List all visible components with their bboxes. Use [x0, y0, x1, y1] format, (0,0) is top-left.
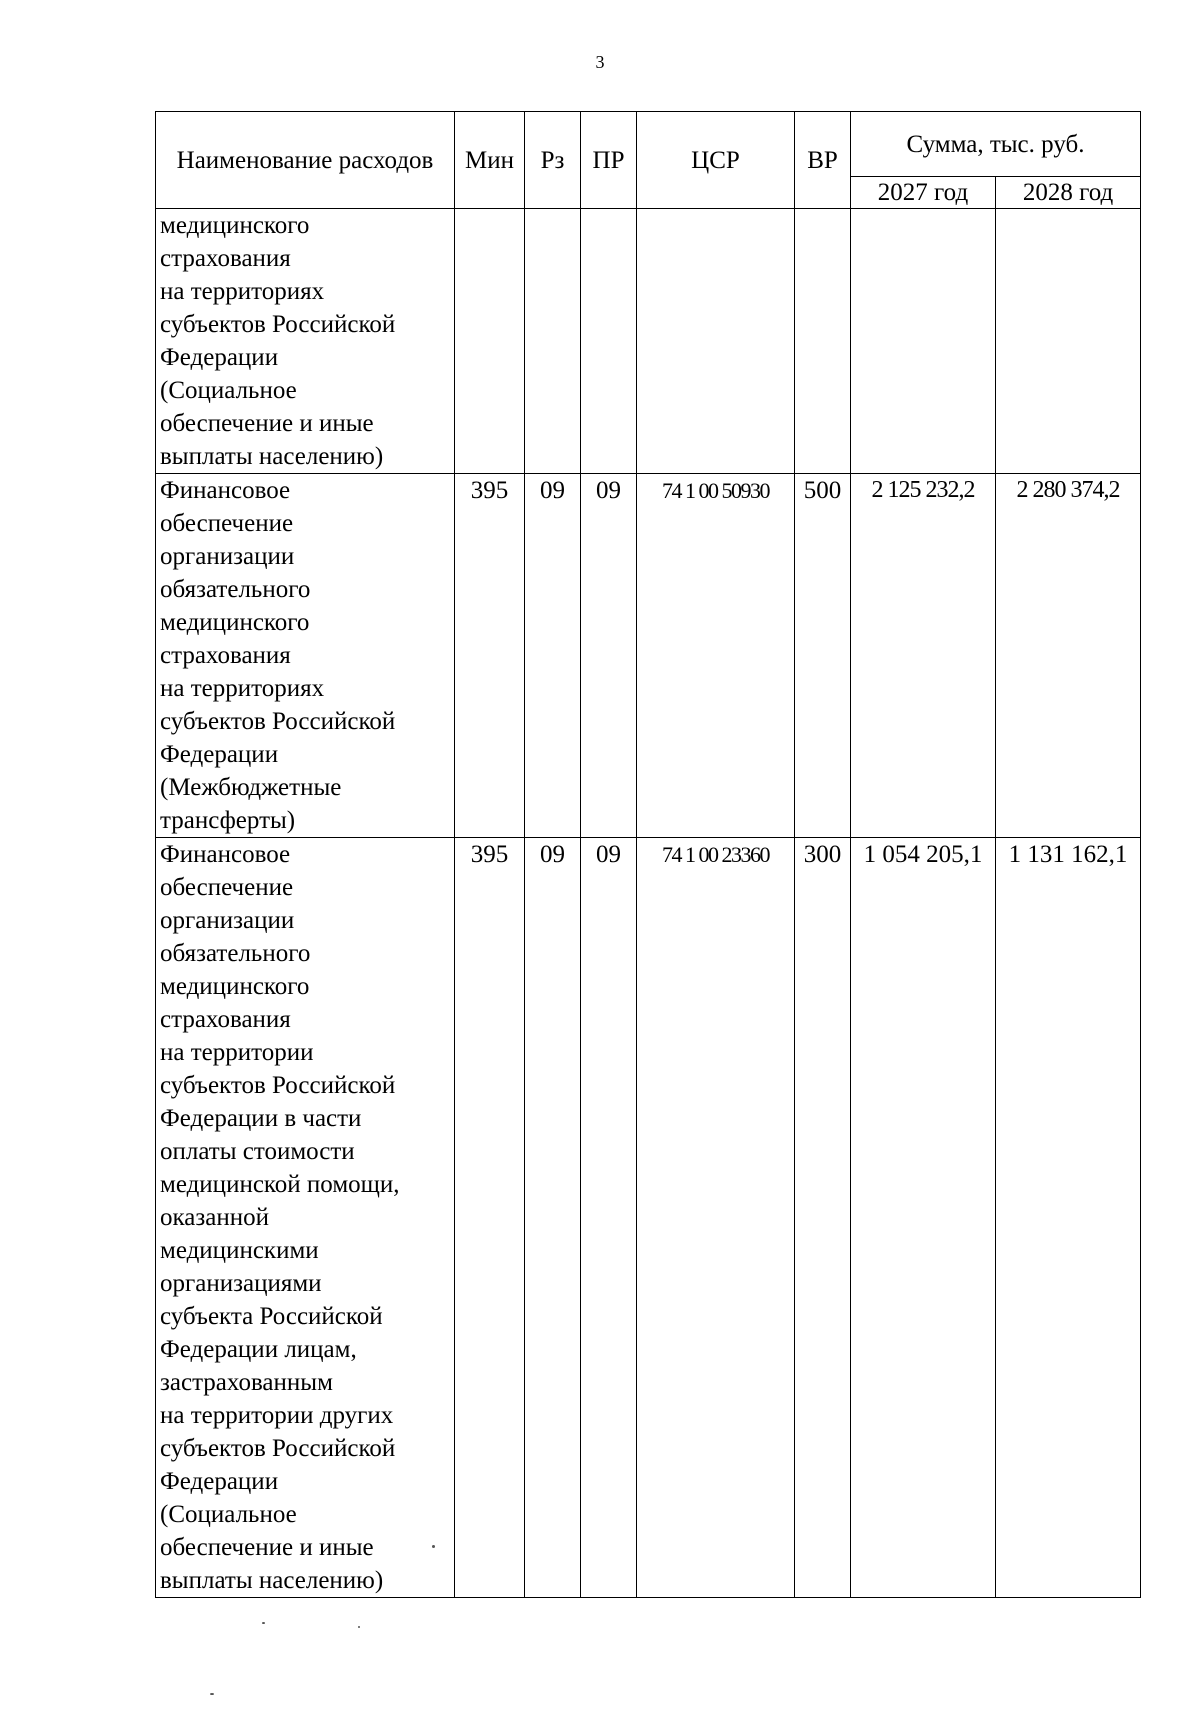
table-body	[156, 209, 1141, 1598]
header-name: Наименование расходов	[156, 112, 455, 209]
expense-name-line: Федерации	[160, 344, 279, 371]
cell-expense-name	[156, 209, 455, 474]
expense-name-line: обязательного	[160, 576, 311, 603]
expense-name-line: организации	[160, 907, 295, 934]
expense-name-line: оплаты стоимости	[160, 1138, 355, 1165]
header-pr: ПР	[581, 112, 637, 209]
cell-amount-2028: 1 131 162,1	[996, 838, 1141, 1598]
expense-name-line: страхования	[160, 245, 291, 272]
scan-speck	[262, 1622, 265, 1624]
expense-name-line: Федерации	[160, 741, 279, 768]
expense-name-line: субъектов Российской	[160, 311, 396, 338]
expense-name-line: обеспечение и иные	[160, 410, 374, 437]
expenses-table	[155, 111, 1141, 1598]
header-sum: Сумма, тыс. руб.	[851, 112, 1141, 177]
cell-csr	[637, 209, 795, 474]
cell-pr	[581, 209, 637, 474]
expense-name-line: обеспечение	[160, 510, 294, 537]
expense-name-line: медицинской помощи,	[160, 1171, 400, 1198]
expense-name-line: субъектов Российской	[160, 1072, 396, 1099]
cell-min: 395	[455, 474, 525, 838]
cell-amount-2027: 2 125 232,2	[851, 474, 996, 838]
scan-speck	[432, 1545, 435, 1548]
cell-min: 395	[455, 838, 525, 1598]
expense-name-line: Федерации	[160, 1468, 279, 1495]
expense-name-line: на территориях	[160, 675, 325, 702]
cell-vr: 500	[795, 474, 851, 838]
expense-name-line: застрахованным	[160, 1369, 333, 1396]
expense-name-line: Финансовое	[160, 477, 291, 504]
cell-rz	[525, 209, 581, 474]
expense-name-line: обеспечение и иные	[160, 1534, 374, 1561]
expense-name-line: медицинского	[160, 212, 310, 239]
cell-csr: 74 1 00 50930	[637, 474, 795, 838]
cell-expense-name	[156, 838, 455, 1598]
scan-speck	[358, 1626, 360, 1628]
expense-name-line: Федерации лицам,	[160, 1336, 357, 1363]
page-number: 3	[595, 52, 605, 72]
expense-name-line: на территории	[160, 1039, 314, 1066]
expense-name-line: (Социальное	[160, 1501, 297, 1528]
expense-name-line: оказанной	[160, 1204, 269, 1231]
table-row	[156, 474, 1141, 838]
cell-expense-name	[156, 474, 455, 838]
cell-min	[455, 209, 525, 474]
expense-name-line: Финансовое	[160, 841, 291, 868]
cell-rz: 09	[525, 838, 581, 1598]
expense-name-line: на территории других	[160, 1402, 394, 1429]
cell-amount-2028	[996, 209, 1141, 474]
cell-csr: 74 1 00 23360	[637, 838, 795, 1598]
expense-name-line: выплаты населению)	[160, 1567, 384, 1594]
cell-rz: 09	[525, 474, 581, 838]
cell-pr: 09	[581, 474, 637, 838]
cell-vr	[795, 209, 851, 474]
header-min: Мин	[455, 112, 525, 209]
expense-name-line: обязательного	[160, 940, 311, 967]
expense-name-line: медицинского	[160, 973, 310, 1000]
cell-amount-2027	[851, 209, 996, 474]
expense-name-line: страхования	[160, 1006, 291, 1033]
expense-name-line: субъектов Российской	[160, 708, 396, 735]
header-rz: Рз	[525, 112, 581, 209]
header-csr: ЦСР	[637, 112, 795, 209]
expense-name-line: организациями	[160, 1270, 322, 1297]
header-vr: ВР	[795, 112, 851, 209]
expense-name-line: субъектов Российской	[160, 1435, 396, 1462]
header-year-2028: 2028 год	[996, 177, 1141, 209]
expense-name-line: субъекта Российской	[160, 1303, 383, 1330]
expense-name-line: (Социальное	[160, 377, 297, 404]
scan-speck	[210, 1693, 214, 1695]
cell-pr: 09	[581, 838, 637, 1598]
expense-name-line: Федерации в части	[160, 1105, 362, 1132]
cell-amount-2027: 1 054 205,1	[851, 838, 996, 1598]
expense-name-line: выплаты населению)	[160, 443, 384, 470]
table-row	[156, 209, 1141, 474]
cell-vr: 300	[795, 838, 851, 1598]
expense-name-line: медицинского	[160, 609, 310, 636]
expense-name-line: медицинскими	[160, 1237, 319, 1264]
header-year-2027: 2027 год	[851, 177, 996, 209]
cell-amount-2028: 2 280 374,2	[996, 474, 1141, 838]
expense-name-line: организации	[160, 543, 295, 570]
expense-name-line: на территориях	[160, 278, 325, 305]
expense-name-line: (Межбюджетные	[160, 774, 342, 801]
expense-name-line: трансферты)	[160, 807, 296, 834]
expense-name-line: обеспечение	[160, 874, 294, 901]
table-row	[156, 838, 1141, 1598]
expense-name-line: страхования	[160, 642, 291, 669]
